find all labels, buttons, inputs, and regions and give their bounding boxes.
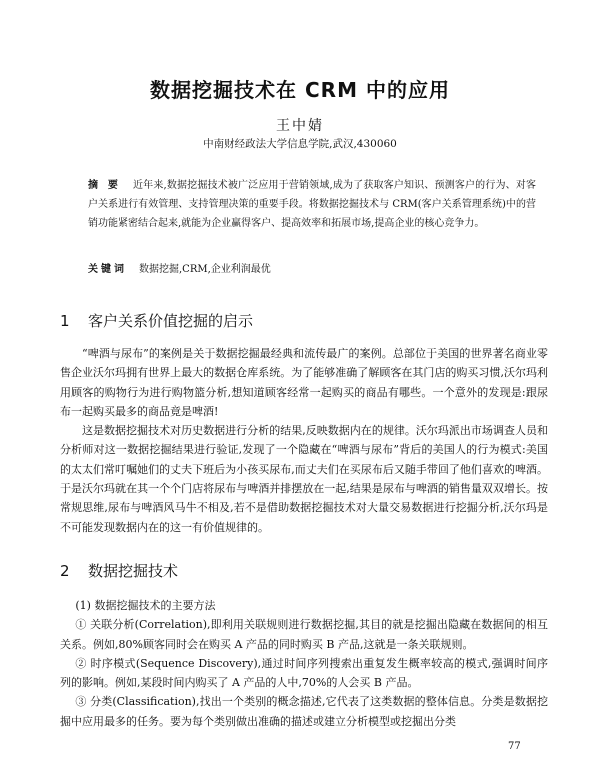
section-2-body (60, 596, 548, 731)
section-1-body (60, 344, 548, 537)
page-number: 77 (508, 741, 521, 752)
subsection-heading: (1) 数据挖掘技术的主要方法 (75, 599, 216, 612)
paragraph: ② 时序模式(Sequence Discovery),通过时间序列搜索出重复发生概率较高的模式,强调时间序列的影响。例如,某段时间内购买了 A 产品的人中,70%的人会买 B 产品。 (60, 656, 548, 690)
author-affiliation: 中南财经政法大学信息学院,武汉,430060 (203, 138, 397, 150)
paper-title: 数据挖掘技术在 CRM 中的应用 (150, 78, 450, 102)
section-title: 数据挖掘技术 (88, 562, 179, 580)
keywords-label: 关键词 (88, 264, 127, 275)
section-heading-1 (60, 310, 253, 331)
section-heading-2 (60, 560, 178, 581)
section-number: 1 (60, 312, 70, 330)
paragraph: ① 关联分析(Correlation),即利用关联规则进行数据挖掘,其目的就是挖掘出隐藏在数据间的相互关系。例如,80%顾客同时会在购买 A 产品的同时购买 B 产品,这就是一条关联规则。 (60, 618, 548, 651)
paragraph: 这是数据挖掘技术对历史数据进行分析的结果,反映数据内在的规律。沃尔玛派出市场调查人员和分析师对这一数据挖掘结果进行验证,发现了一个隐藏在“啤酒与尿布”背后的美国人的行为模式:美国的太太们常叮嘱她们的丈夫下班后为小孩买尿布,而丈夫们在买尿布后又随手带回了他们喜欢的啤酒。于是沃尔玛就在其一个个门店将尿布与啤酒并排摆放在一起,结果是尿布与啤酒的销售量双双增长。按常规思维,尿布与啤酒风马牛不相及,若不是借助数据挖掘技术对大量交易数据进行挖掘分析,沃尔玛是不可能发现数据内在的这一有价值规律的。 (60, 424, 548, 534)
abstract-text: 近年来,数据挖掘技术被广泛应用于营销领域,成为了获取客户知识、预测客户的行为、对客户关系进行有效管理、支持管理决策的重要手段。将数据挖掘技术与 CRM(客户关系管理系统)中的营销功能紧密结合起来,就能为企业赢得客户、提高效率和拓展市场,提高企业的核心竞争力。 (88, 180, 536, 229)
section-title: 客户关系价值挖掘的启示 (88, 312, 254, 330)
author-name: 王中婧 (276, 118, 324, 134)
paragraph: “啤酒与尿布”的案例是关于数据挖掘最经典和流传最广的案例。总部位于美国的世界著名商业零售企业沃尔玛拥有世界上最大的数据仓库系统。为了能够准确了解顾客在其门店的购买习惯,沃尔玛利用顾客的购物行为进行购物篮分析,想知道顾客经常一起购买的商品有哪些。一个意外的发现是:跟尿布一起购买最多的商品竟是啤酒! (60, 347, 548, 418)
abstract-label: 摘 要 (88, 180, 121, 191)
abstract (88, 176, 536, 233)
section-number: 2 (60, 562, 70, 580)
paragraph: ③ 分类(Classification),找出一个类别的概念描述,它代表了这类数据的整体信息。分类是数据挖掘中应用最多的任务。要为每个类别做出准确的描述或建立分析模型或挖掘出分类 (60, 695, 548, 728)
keywords-text: 数据挖掘,CRM,企业利润最优 (139, 264, 271, 275)
keywords (88, 260, 536, 279)
